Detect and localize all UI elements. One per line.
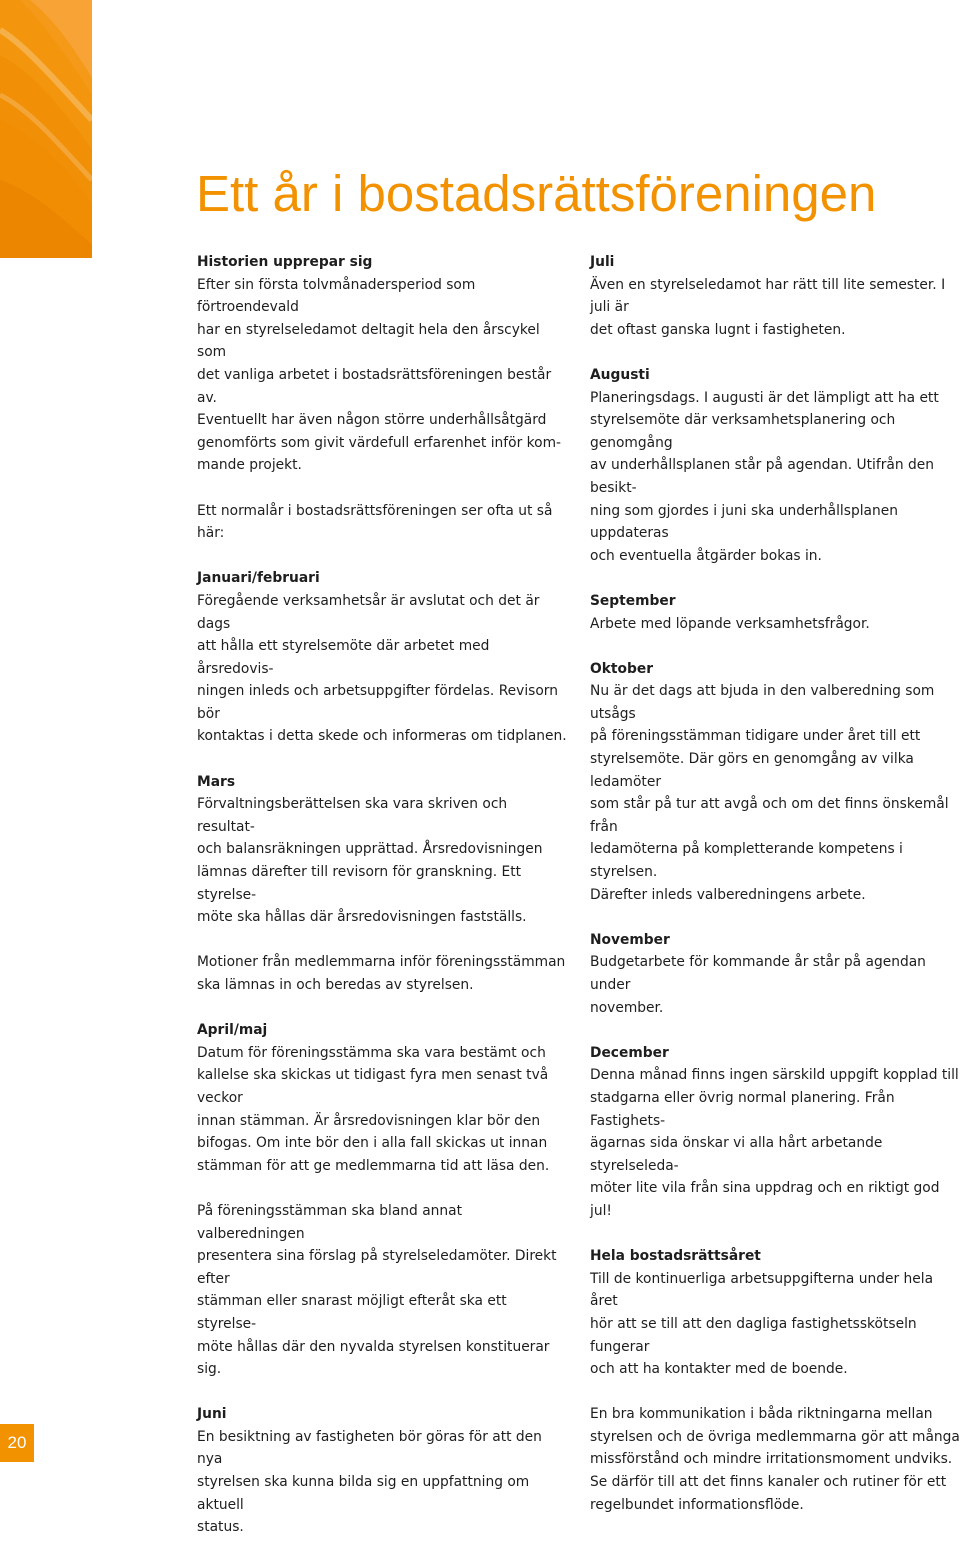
section-historien xyxy=(197,251,569,477)
section-heading: November xyxy=(590,931,670,948)
section-heading: September xyxy=(590,592,676,609)
section-heading: Juli xyxy=(590,254,615,270)
page-title: Ett år i bostadsrättsföreningen xyxy=(196,165,877,222)
section-text: Till de kontinuerliga arbetsuppgifterna under hela året hör att se till att den dagliga fastighetsskötseln fungerar och att ha kontakter med de boende. xyxy=(590,1270,934,1378)
section-heading: Juni xyxy=(197,1406,227,1423)
section-heading: Mars xyxy=(197,773,236,790)
section-januari-februari xyxy=(197,567,569,748)
section-text: Nu är det dags att bjuda in den valberedning som utsågs på föreningsstämman tidigare under året till ett styrelsemöte. Där görs en genomgång av vilka ledamöter som står på tur att avgå och om det finns önskemål från ledamöterna på kompletterande kompetens i styrelsen. Därefter inleds valberedningens arbete. xyxy=(590,683,949,903)
section-december xyxy=(590,1042,960,1223)
section-text: Datum för föreningsstämma ska vara bestämt och kallelse ska skickas ut tidigast fyra men senast två veckor innan stämman. Är årsredovisningen klar bör den bifogas. Om inte bör den i alla fall skickas ut innan stämman för att ge medlemmarna tid att läsa den. xyxy=(197,1044,550,1174)
section-heading: Oktober xyxy=(590,660,654,677)
section-text: Efter sin första tolvmånadersperiod som förtroendevald har en styrelseledamot deltagit hela den årscykel som det vanliga arbetet i bostadsrättsföreningen består av. Eventuellt har även någon större underhållsåtgärd genomförts som givit värdefull erfarenhet inför kom- mande projekt. xyxy=(197,276,562,474)
section-hela-aret xyxy=(590,1245,960,1381)
section-november xyxy=(590,929,960,1019)
section-april-maj xyxy=(197,1019,569,1177)
section-text: Föregående verksamhetsår är avslutat och det är dags att hålla ett styrelsemöte där arbetet med årsredovis- ningen inleds och arbetsuppgifter fördelas. Revisorn bör kontaktas i detta skede och informeras om tidplanen. xyxy=(197,592,567,745)
section-kommunikation xyxy=(590,1403,960,1516)
section-oktober xyxy=(590,658,960,907)
section-heading: Augusti xyxy=(590,366,650,383)
section-foreningsstamman xyxy=(197,1200,569,1381)
section-text: En bra kommunikation i båda riktningarna mellan styrelsen och de övriga medlemmarna gör att många missförstånd och mindre irritationsmoment undviks. Se därför till att det finns kanaler och rutiner för ett regelbundet informationsflöde. xyxy=(590,1406,960,1513)
section-text: Även en styrelseledamot har rätt till lite semester. I juli är det oftast ganska lugnt i fastigheten. xyxy=(590,276,946,338)
decorative-corner-graphic xyxy=(0,0,92,258)
section-text: En besiktning av fastigheten bör göras för att den nya styrelsen ska kunna bilda sig en uppfattning om aktuell status. xyxy=(197,1428,542,1536)
section-heading: December xyxy=(590,1044,669,1061)
section-intro xyxy=(197,500,569,545)
section-text: Denna månad finns ingen särskild uppgift kopplad till stadgarna eller övrig normal planering. Från Fastighets- ägarnas sida önskar vi alla hårt arbetande styrelseleda- möter lite vila från sina uppdrag och en riktigt god jul! xyxy=(590,1067,959,1219)
page-number: 20 xyxy=(0,1424,34,1462)
section-heading: Hela bostadsrättsåret xyxy=(590,1248,761,1265)
section-september xyxy=(590,590,960,635)
section-heading: Historien upprepar sig xyxy=(197,254,373,270)
section-augusti xyxy=(590,364,960,567)
section-text: Motioner från medlemmarna inför föreningsstämman ska lämnas in och beredas av styrelsen. xyxy=(197,954,566,993)
left-column xyxy=(197,251,569,1561)
section-text: Förvaltningsberättelsen ska vara skriven och resultat- och balansräkningen upprättad. Årsredovisningen lämnas därefter till revisorn för granskning. Ett styrelse- möte ska hållas där årsredovisningen fastställs. xyxy=(197,796,543,926)
section-heading: April/maj xyxy=(197,1022,268,1039)
section-mars xyxy=(197,771,569,929)
section-text: Arbete med löpande verksamhetsfrågor. xyxy=(590,615,870,632)
section-juli xyxy=(590,251,960,341)
section-motioner xyxy=(197,951,569,996)
section-text: Planeringsdags. I augusti är det lämpligt att ha ett styrelsemöte där verksamhetsplanering och genomgång av underhållsplanen står på agendan. Utifrån den besikt- ning som gjordes i juni ska underhållsplanen uppdateras och eventuella åtgärder bokas in. xyxy=(590,389,939,564)
section-heading: Januari/februari xyxy=(197,570,320,587)
section-text: Ett normalår i bostadsrättsföreningen ser ofta ut så här: xyxy=(197,502,553,542)
section-text: Budgetarbete för kommande år står på agendan under november. xyxy=(590,954,926,1016)
section-text: På föreningsstämman ska bland annat valberedningen presentera sina förslag på styrelseledamöter. Direkt efter stämman eller snarast möjligt efteråt ska ett styrelse- möte hållas där den nyvalda styrelsen konstituerar sig. xyxy=(197,1202,557,1378)
right-column xyxy=(590,251,960,1539)
section-juni xyxy=(197,1403,569,1539)
